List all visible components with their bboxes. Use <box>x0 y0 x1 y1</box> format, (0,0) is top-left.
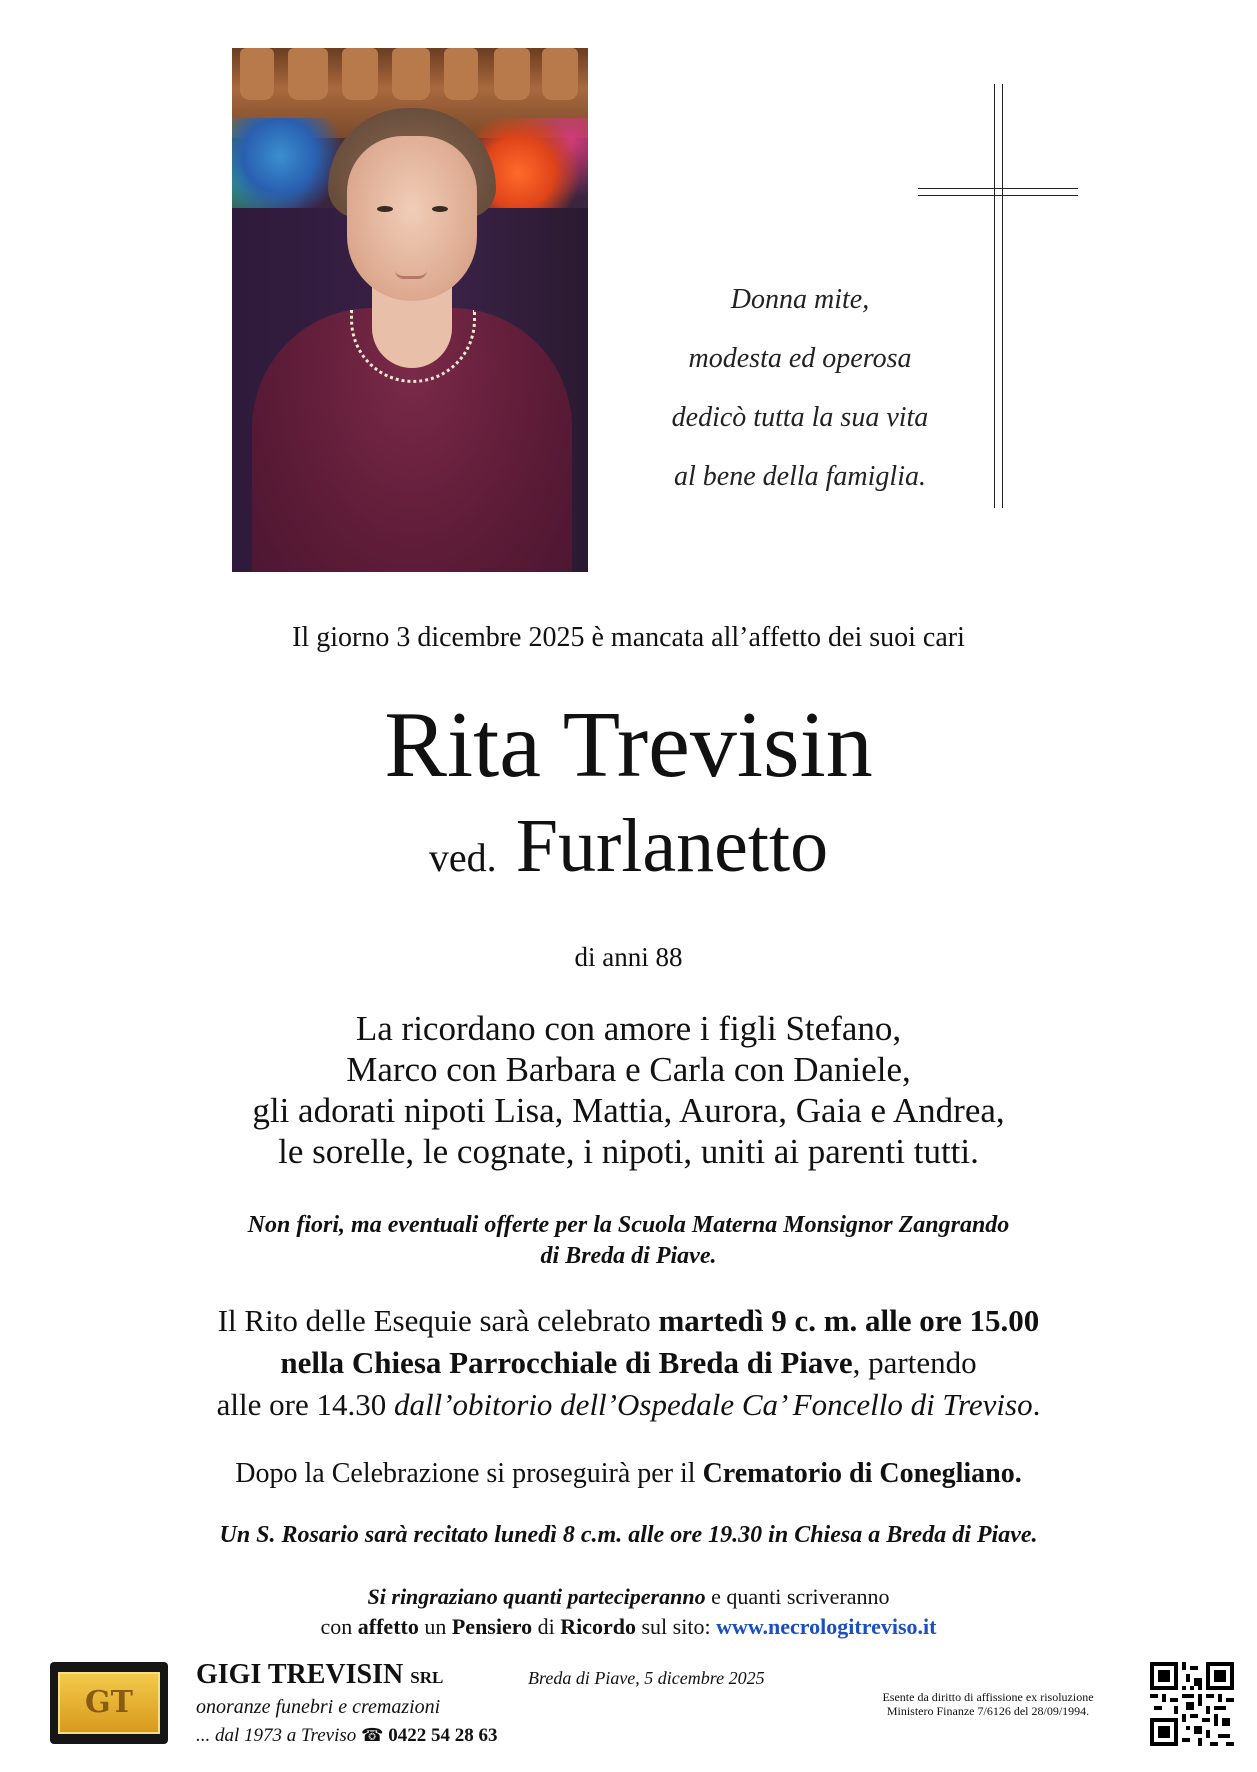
funeral-service <box>0 1300 1257 1426</box>
company-since <box>196 1725 497 1747</box>
company-type: SRL <box>410 1668 444 1687</box>
thanks-text: affetto <box>357 1614 419 1639</box>
married-name-line <box>0 804 1257 900</box>
flowers-note <box>0 1210 1257 1272</box>
thanks-text: e quanti scriveranno <box>705 1584 890 1609</box>
place-and-date: Breda di Piave, 5 dicembre 2025 <box>528 1668 765 1688</box>
deceased-name: Rita Trevisin <box>384 693 873 797</box>
deceased-photo <box>232 48 588 572</box>
service-text: alle ore 14.30 <box>216 1387 394 1422</box>
phone-icon: ☎ <box>361 1725 384 1745</box>
epigraph-line: dedicò tutta la sua vita <box>671 402 929 433</box>
service-text: . <box>1032 1387 1041 1422</box>
thanks-note <box>0 1582 1257 1642</box>
company-tagline: onoranze funebri e cremazioni <box>196 1696 441 1718</box>
cross-icon-bar <box>918 195 1078 196</box>
service-departure: dall’obitorio dell’Ospedale Ca’ Foncello di Treviso <box>393 1387 1033 1422</box>
service-text: , partendo <box>852 1345 977 1380</box>
exemption-line: Esente da diritto di affissione ex risoluzione <box>882 1690 1094 1704</box>
epigraph <box>620 270 980 506</box>
announcement-intro: Il giorno 3 dicembre 2025 è mancata all’affetto dei suoi cari <box>292 622 965 653</box>
company-logo <box>50 1662 168 1744</box>
thanks-text: con <box>320 1614 358 1639</box>
service-church: nella Chiesa Parrocchiale di Breda di Piave <box>280 1345 853 1380</box>
family-line: Marco con Barbara e Carla con Daniele, <box>346 1050 911 1089</box>
thanks-text: sul sito: <box>636 1614 717 1639</box>
crematorium: Crematorio di Conegliano. <box>702 1458 1022 1489</box>
rosary-note: Un S. Rosario sarà recitato lunedì 8 c.m. alle ore 19.30 in Chiesa a Breda di Piave. <box>219 1522 1038 1548</box>
logo-monogram: GT <box>58 1672 160 1734</box>
flowers-note-line: di Breda di Piave. <box>540 1243 717 1269</box>
thanks-text: Ricordo <box>560 1614 636 1639</box>
phone-number[interactable]: 0422 54 28 63 <box>388 1725 498 1746</box>
since-text: ... dal 1973 a Treviso <box>196 1725 357 1746</box>
age: di anni 88 <box>574 942 683 972</box>
cross-icon <box>994 84 995 508</box>
tax-exemption-note <box>848 1690 1128 1718</box>
thanks-text: di <box>532 1614 561 1639</box>
qr-code-icon[interactable] <box>1150 1662 1234 1746</box>
thanks-text: Si ringraziano quanti parteciperanno <box>367 1584 706 1609</box>
exemption-line: Ministero Finanze 7/6126 del 28/09/1994. <box>886 1704 1090 1718</box>
company-name <box>196 1659 443 1691</box>
cross-icon-line <box>1002 84 1003 508</box>
epigraph-line: Donna mite, <box>730 284 870 315</box>
family-list <box>0 1008 1257 1172</box>
thanks-text: Pensiero <box>451 1614 533 1639</box>
widow-prefix: ved. <box>428 835 497 880</box>
family-line: La ricordano con amore i figli Stefano, <box>355 1009 902 1048</box>
cremation-note <box>0 1458 1257 1490</box>
epigraph-line: modesta ed operosa <box>688 343 912 374</box>
website-link[interactable]: www.necrologitreviso.it <box>716 1614 937 1639</box>
company-name-text: GIGI TREVISIN <box>196 1659 404 1690</box>
cremation-text: Dopo la Celebrazione si proseguirà per il <box>235 1458 703 1489</box>
epigraph-line: al bene della famiglia. <box>674 461 926 492</box>
flowers-note-line: Non fiori, ma eventuali offerte per la Scuola Materna Monsignor Zangrando <box>247 1212 1010 1238</box>
service-date: martedì 9 c. m. alle ore 15.00 <box>658 1303 1040 1338</box>
family-line: gli adorati nipoti Lisa, Mattia, Aurora, Gaia e Andrea, <box>252 1091 1005 1130</box>
service-text: Il Rito delle Esequie sarà celebrato <box>217 1303 659 1338</box>
thanks-text: un <box>418 1614 452 1639</box>
family-line: le sorelle, le cognate, i nipoti, uniti ai parenti tutti. <box>278 1132 979 1171</box>
married-name: Furlanetto <box>515 804 829 888</box>
cross-icon-bar <box>918 188 1078 189</box>
